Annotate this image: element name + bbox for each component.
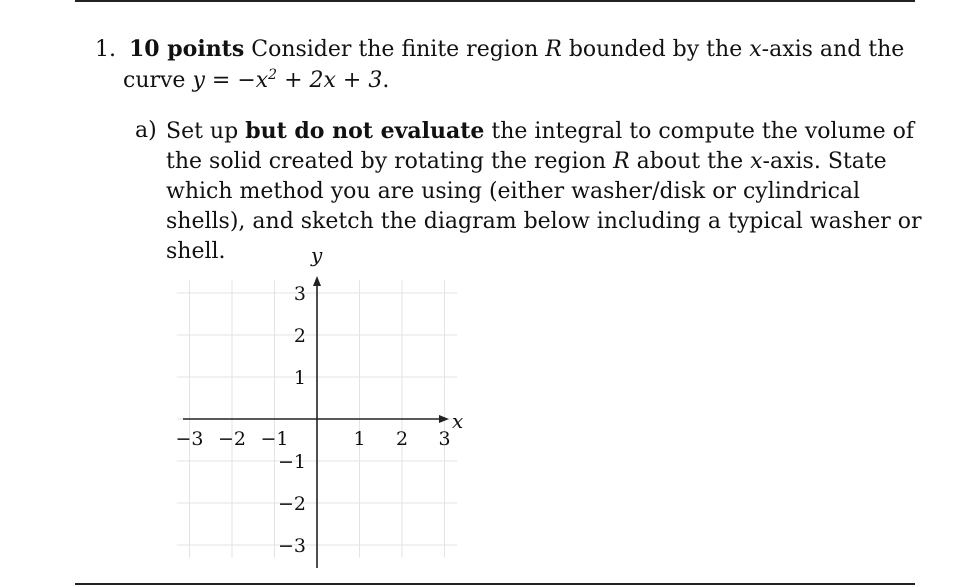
x-variable: x: [750, 149, 763, 174]
x-tick-label: 1: [353, 428, 366, 450]
x-tick-label: −3: [175, 428, 204, 450]
problem-text: Consider the finite region: [251, 37, 539, 62]
y-tick-label: −1: [277, 451, 306, 473]
equation-rhs: + 2x + 3: [277, 68, 383, 93]
tick-labels: [175, 283, 450, 557]
equation-lhs: y = −x: [192, 68, 269, 93]
part-a-text-2: the integral to compute the volume of the solid created by rotating the region: [166, 119, 915, 174]
y-axis-label: y: [311, 243, 323, 267]
y-tick-label: 2: [293, 325, 306, 347]
y-tick-label: −2: [277, 493, 306, 515]
problem-text: -axis and the: [761, 37, 905, 62]
bottom-rule: [75, 583, 915, 585]
y-axis-arrow: [313, 276, 321, 286]
problem-number: 1.: [95, 37, 116, 62]
x-tick-label: −2: [217, 428, 247, 450]
y-tick-label: 3: [293, 283, 306, 305]
region-variable: R: [613, 149, 630, 174]
part-a-text-4: -axis. State which method you are using (either washer/disk or cylindrical shells), and sketch the diagram below including a typical washer or shell.: [166, 149, 922, 264]
part-a-text-3: about the: [636, 149, 744, 174]
x-tick-label: −1: [260, 428, 289, 450]
part-a-text-1: Set up: [166, 119, 239, 144]
part-a-label: a): [135, 118, 157, 143]
x-tick-label: 3: [438, 428, 451, 450]
x-axis-label: x: [452, 409, 464, 433]
x-tick-label: 2: [395, 428, 409, 450]
equation-end: .: [382, 68, 390, 93]
axes: [183, 276, 449, 568]
problem-points: 10 points: [129, 36, 245, 62]
y-tick-label: 1: [293, 367, 306, 389]
problem-text: bounded by the: [568, 37, 743, 62]
x-variable: x: [749, 37, 762, 62]
part-a-bold: but do not evaluate: [245, 118, 485, 144]
y-tick-label: −3: [277, 535, 306, 557]
equation-exponent: 2: [268, 67, 278, 83]
region-variable: R: [545, 37, 562, 62]
problem-text: curve: [123, 68, 186, 93]
